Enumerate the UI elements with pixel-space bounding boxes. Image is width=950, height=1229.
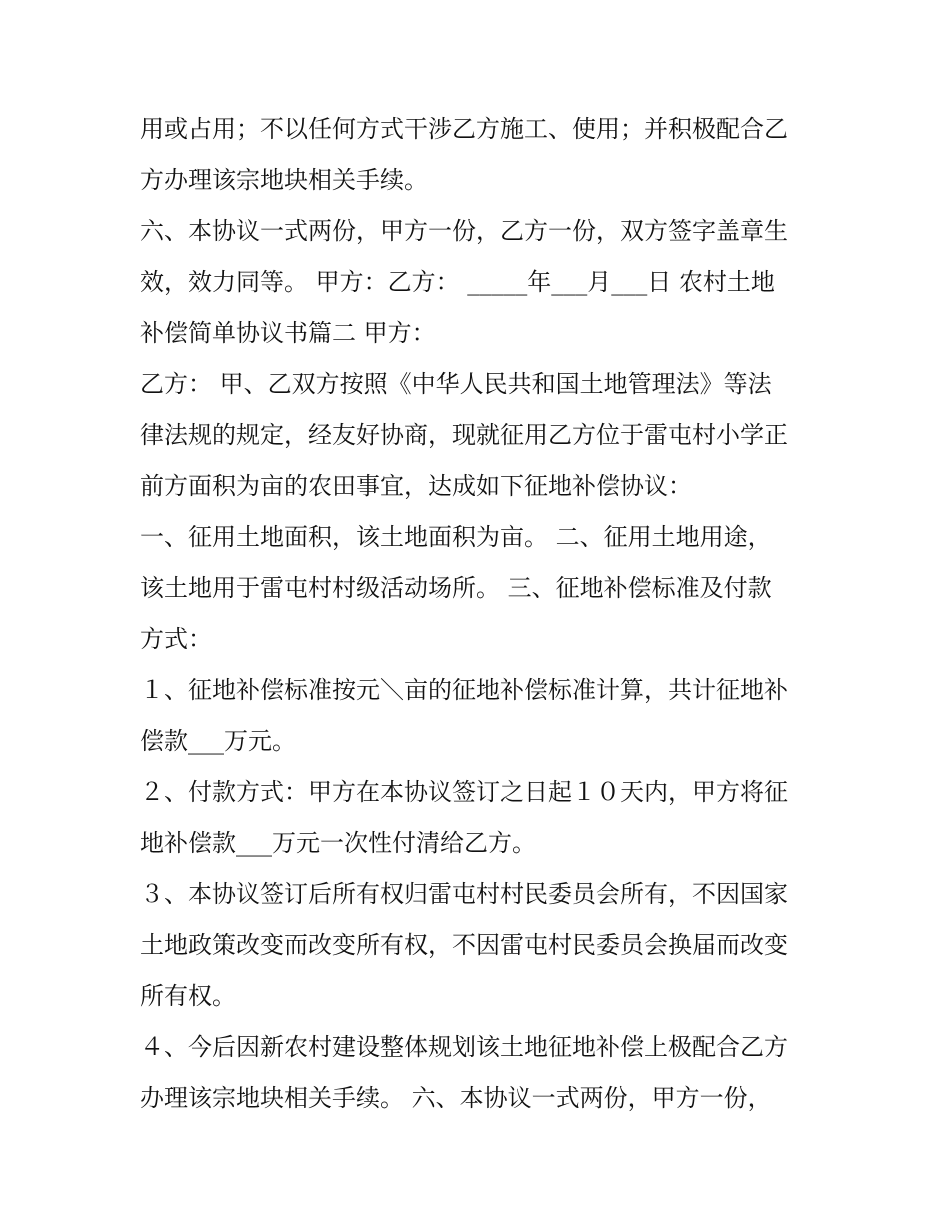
text-line: 该土地用于雷屯村村级活动场所。 三、征地补偿标准及付款 bbox=[140, 574, 772, 602]
text-line: 律法规的规定，经友好协商，现就征用乙方位于雷屯村小学正 bbox=[140, 421, 788, 449]
text-line: ４、今后因新农村建设整体规划该土地征地补偿上极配合乙方 bbox=[140, 1033, 788, 1061]
text-line: 方办理该宗地块相关手续。 bbox=[140, 166, 428, 194]
text-line: 办理该宗地块相关手续。 六、本协议一式两份，甲方一份， bbox=[140, 1084, 772, 1112]
text-line: 六、本协议一式两份，甲方一份，乙方一份，双方签字盖章生 bbox=[140, 217, 788, 245]
text-line: 一、征用土地面积，该土地面积为亩。 二、征用土地用途， bbox=[140, 523, 772, 551]
text-line: 偿款___万元。 bbox=[140, 727, 296, 755]
text-line: 用或占用；不以任何方式干涉乙方施工、使用；并积极配合乙 bbox=[140, 115, 788, 143]
text-line: 乙方： 甲、乙双方按照《中华人民共和国土地管理法》等法 bbox=[140, 370, 772, 398]
text-line: 方式： bbox=[140, 625, 212, 653]
text-line: 土地政策改变而改变所有权，不因雷屯村民委员会换届而改变 bbox=[140, 931, 788, 959]
text-line: ３、本协议签订后所有权归雷屯村村民委员会所有，不因国家 bbox=[140, 880, 788, 908]
document-body bbox=[140, 104, 830, 1124]
text-line: １、征地补偿标准按元＼亩的征地补偿标准计算，共计征地补 bbox=[140, 676, 788, 704]
text-line: 效，效力同等。 甲方：乙方： _____年___月___日 农村土地 bbox=[140, 268, 775, 296]
text-line: ２、付款方式：甲方在本协议签订之日起１０天内，甲方将征 bbox=[140, 778, 788, 806]
text-line: 补偿简单协议书篇二 甲方： bbox=[140, 319, 436, 347]
text-line: 地补偿款___万元一次性付清给乙方。 bbox=[140, 829, 536, 857]
text-line: 前方面积为亩的农田事宜，达成如下征地补偿协议： bbox=[140, 472, 692, 500]
text-line: 所有权。 bbox=[140, 982, 236, 1010]
